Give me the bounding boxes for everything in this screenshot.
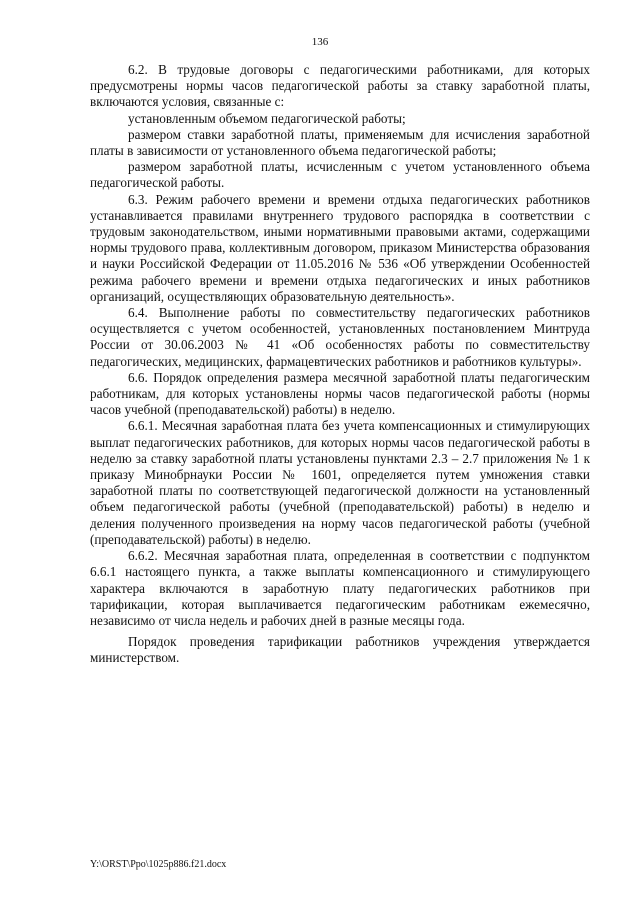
paragraph-6-2: 6.2. В трудовые договоры с педагогическими работниками, для которых предусмотрены нормы часов педагогической работы за ставку заработной платы, включаются условия, связанные с: — [90, 62, 590, 110]
paragraph-6-6: 6.6. Порядок определения размера месячной заработной платы педагогическим работникам, для которых установлены нормы часов педагогической работы (нормы часов учебной (преподавательской) работы) в неделю. — [90, 369, 590, 418]
paragraph-tariff-procedure: Порядок проведения тарификации работников учреждения утверждается министерством. — [90, 634, 590, 666]
paragraph-6-4: 6.4. Выполнение работы по совместительству педагогических работников осуществляется с учетом особенностей, установленных постановлением Минтруда России от 30.06.2003 № 41 «Об особенностях работы по совместительству педагогических, медицинских, фармацевтических работников и работников культуры». — [90, 305, 590, 369]
paragraph-condition-volume: установленным объемом педагогической работы; — [128, 110, 406, 126]
paragraph-condition-salary: размером заработной платы, исчисленным с учетом установленного объема педагогической работы. — [90, 159, 590, 191]
paragraph-6-6-2: 6.6.2. Месячная заработная плата, определенная в соответствии с подпунктом 6.6.1 настоящего пункта, а также выплаты компенсационного и стимулирующего характера включаются в заработную плату педагогических работников при тарификации, которая выплачивается педагогическим работникам ежемесячно, независимо от числа недель и рабочих дней в разные месяцы года. — [90, 548, 590, 628]
paragraph-6-6-1: 6.6.1. Месячная заработная плата без учета компенсационных и стимулирующих выплат педагогических работников, для которых нормы часов педагогической работы в неделю за ставку заработной платы установлены пунктами 2.3 – 2.7 приложения № 1 к приказу Минобрнауки России № 1601, определяется путем умножения ставки заработной платы по соответствующей педагогической должности на установленный объем педагогической работы (учебной (преподавательской) работы) в неделю и деления полученного произведения на норму часов педагогической работы (учебной (преподавательской) работы) в неделю. — [90, 418, 590, 547]
document-body — [90, 62, 590, 667]
paragraph-condition-rate: размером ставки заработной платы, применяемым для исчисления заработной платы в зависимости от установленного объема педагогической работы; — [90, 126, 590, 159]
page-number: 136 — [311, 36, 329, 48]
footer-file-path: Y:\ORST\Ppo\1025p886.f21.docx — [90, 859, 227, 870]
paragraph-6-3: 6.3. Режим рабочего времени и времени отдыха педагогических работников устанавливается правилами внутреннего трудового распорядка в соответствии с трудовым законодательством, иными нормативными правовыми актами, содержащими нормы трудового права, коллективным договором, приказом Министерства образования и науки Российской Федерации от 11.05.2016 № 536 «Об утверждении Особенностей режима рабочего времени и времени отдыха педагогических и иных работников организаций, осуществляющих образовательную деятельность». — [90, 191, 590, 304]
